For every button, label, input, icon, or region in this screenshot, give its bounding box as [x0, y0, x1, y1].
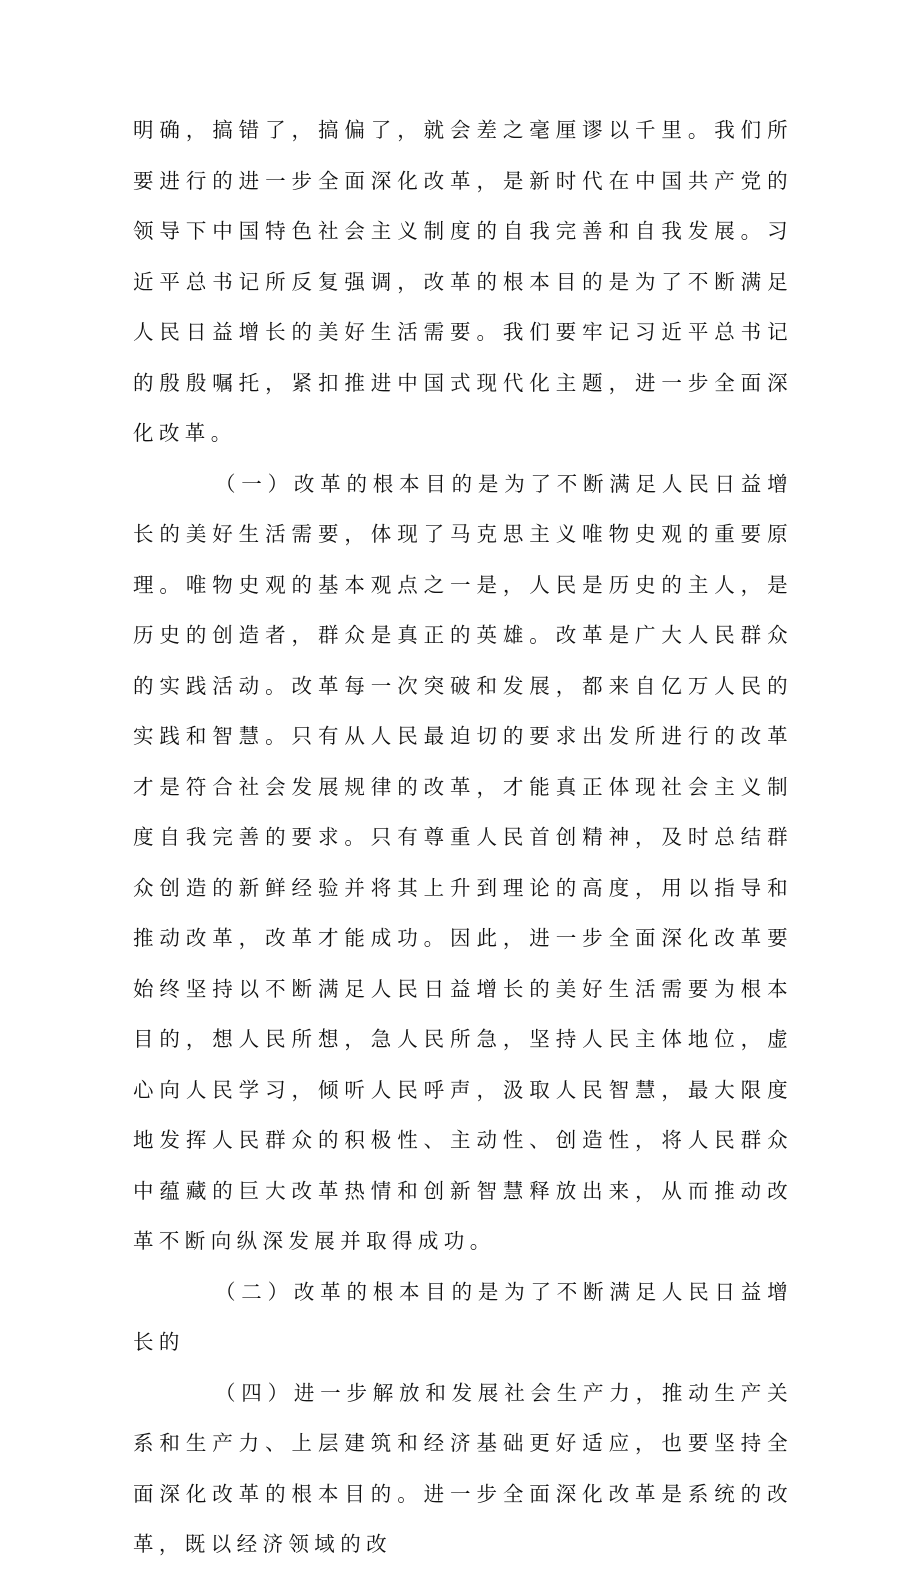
paragraph-section-four: （四）进一步解放和发展社会生产力，推动生产关系和生产力、上层建筑和经济基础更好适应，也要坚持全面深化改革的根本目的。进一步全面深化改革是系统的改革，既以经济领域的改 — [133, 1380, 793, 1556]
paragraph-section-one: （一）改革的根本目的是为了不断满足人民日益增长的美好生活需要，体现了马克思主义唯物史观的重要原理。唯物史观的基本观点之一是，人民是历史的主人，是历史的创造者，群众是真正的英雄。改革是广大人民群众的实践活动。改革每一次突破和发展，都来自亿万人民的实践和智慧。只有从人民最迫切的要求出发所进行的改革才是符合社会发展规律的改革，才能真正体现社会主义制度自我完善的要求。只有尊重人民首创精神，及时总结群众创造的新鲜经验并将其上升到理论的高度，用以指导和推动改革，改革才能成功。因此，进一步全面深化改革要始终坚持以不断满足人民日益增长的美好生活需要为根本目的，想人民所想，急人民所急，坚持人民主体地位，虚心向人民学习，倾听人民呼声，汲取人民智慧，最大限度地发挥人民群众的积极性、主动性、创造性，将人民群众中蕴藏的巨大改革热情和创新智慧释放出来，从而推动改革不断向纵深发展并取得成功。 — [133, 471, 793, 1253]
document-body — [133, 105, 793, 1570]
paragraph-opening: 明确，搞错了，搞偏了，就会差之毫厘谬以千里。我们所要进行的进一步全面深化改革，是新时代在中国共产党的领导下中国特色社会主义制度的自我完善和自我发展。习近平总书记所反复强调，改革的根本目的是为了不断满足人民日益增长的美好生活需要。我们要牢记习近平总书记的殷殷嘱托，紧扣推进中国式现代化主题，进一步全面深化改革。 — [133, 118, 793, 445]
paragraph-section-two: （二）改革的根本目的是为了不断满足人民日益增长的 — [133, 1279, 793, 1354]
